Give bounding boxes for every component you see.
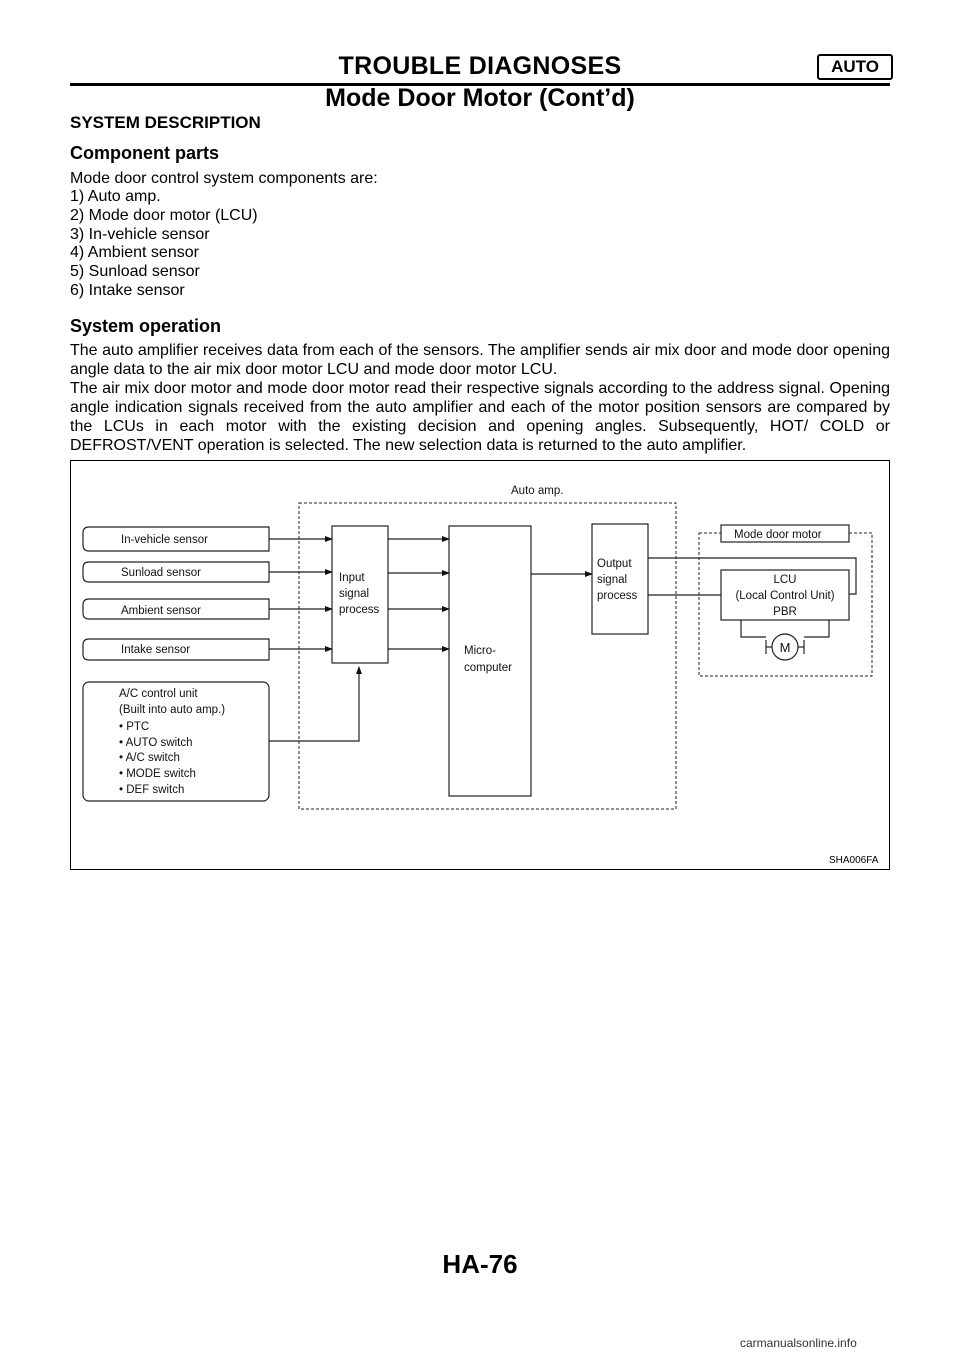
list-item: 4) Ambient sensor bbox=[70, 244, 199, 262]
output-process-line: signal bbox=[597, 574, 628, 586]
list-item: 3) In-vehicle sensor bbox=[70, 225, 210, 243]
intake-sensor-label: Intake sensor bbox=[121, 644, 191, 656]
list-item: 1) Auto amp. bbox=[70, 188, 161, 205]
list-item: 6) Intake sensor bbox=[70, 281, 185, 299]
microcomputer-block bbox=[449, 526, 531, 796]
ac-unit-line: (Built into auto amp.) bbox=[119, 704, 226, 716]
mode-door-motor-label: Mode door motor bbox=[734, 529, 822, 541]
header-subtitle: Mode Door Motor (Cont’d) bbox=[325, 84, 635, 112]
microcomputer-line: computer bbox=[464, 662, 512, 674]
input-process-line: Input bbox=[339, 572, 365, 584]
header-title: TROUBLE DIAGNOSES bbox=[338, 52, 622, 80]
list-item: 5) Sunload sensor bbox=[70, 263, 200, 281]
component-list bbox=[70, 188, 258, 301]
input-process-line: process bbox=[339, 604, 380, 616]
block-diagram bbox=[71, 461, 891, 871]
page-number: HA-76 bbox=[442, 1249, 518, 1279]
lcu-line: (Local Control Unit) bbox=[735, 590, 835, 602]
lcu-line: LCU bbox=[773, 574, 797, 586]
section-heading: SYSTEM DESCRIPTION bbox=[70, 113, 261, 132]
watermark-text: carmanualsonline.info bbox=[740, 1336, 857, 1350]
ambient-sensor-label: Ambient sensor bbox=[121, 605, 201, 617]
ac-unit-line: • DEF switch bbox=[119, 784, 185, 796]
motor-wire bbox=[804, 620, 829, 637]
signal-arrow bbox=[269, 667, 359, 741]
ac-unit-line: • PTC bbox=[119, 721, 150, 733]
auto-amp-label: Auto amp. bbox=[511, 485, 564, 497]
system-operation-text bbox=[70, 341, 890, 455]
paragraph: The auto amplifier receives data from each of the sensors. The amplifier sends air mix door and mode door opening angle data to the air mix door motor LCU and mode door motor LCU. bbox=[70, 342, 890, 378]
in-vehicle-sensor-label: In-vehicle sensor bbox=[121, 534, 208, 546]
lcu-line: PBR bbox=[773, 606, 797, 618]
component-parts-heading: Component parts bbox=[70, 143, 220, 163]
ac-unit-line: • A/C switch bbox=[119, 752, 180, 764]
block-diagram-figure bbox=[70, 460, 890, 870]
motor-wire bbox=[741, 620, 766, 637]
output-process-line: Output bbox=[597, 558, 632, 570]
sunload-sensor-label: Sunload sensor bbox=[121, 567, 201, 579]
input-process-line: signal bbox=[339, 588, 370, 600]
microcomputer-line: Micro- bbox=[464, 645, 496, 657]
list-item: 2) Mode door motor (LCU) bbox=[70, 206, 258, 224]
figure-id: SHA006FA bbox=[829, 855, 879, 866]
feedback-line bbox=[648, 558, 856, 594]
system-operation-heading: System operation bbox=[70, 316, 222, 336]
output-process-line: process bbox=[597, 590, 638, 602]
paragraph: The air mix door motor and mode door motor read their respective signals according to the address signal. Opening angle indication signals received from the auto amplifier and each of the motor position sensors are compared by the LCUs in each motor with the existing decision and opening angles. Subsequently, HOT/ COLD or DEFROST/VENT operation is selected. The new selection data is returned to the auto amplifier. bbox=[70, 380, 890, 454]
motor-symbol-label: M bbox=[779, 640, 791, 655]
ac-unit-line: • MODE switch bbox=[119, 768, 196, 780]
ac-unit-line: • AUTO switch bbox=[119, 737, 193, 749]
component-parts-intro: Mode door control system components are: bbox=[70, 170, 378, 187]
auto-badge: AUTO bbox=[817, 54, 893, 80]
ac-unit-line: A/C control unit bbox=[119, 688, 198, 700]
